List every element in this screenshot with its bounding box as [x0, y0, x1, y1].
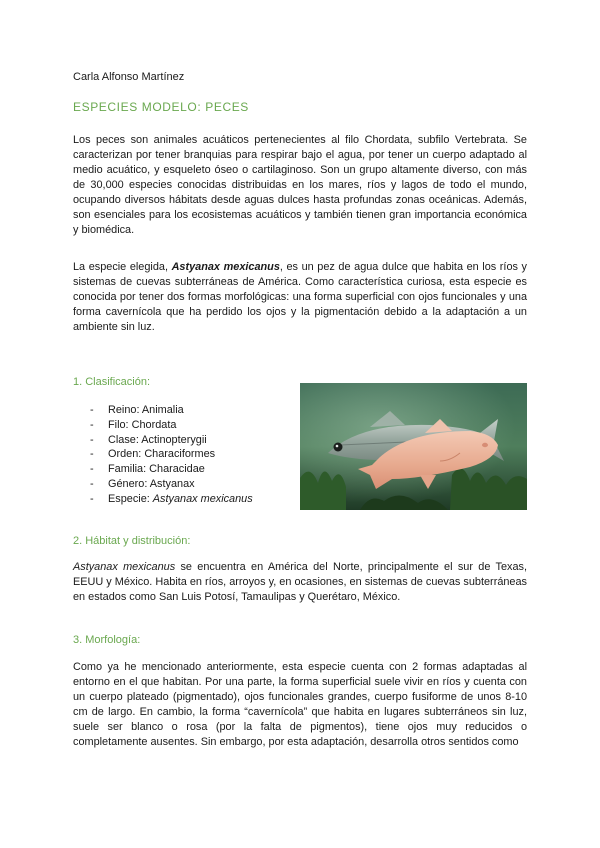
list-item-species: Astyanax mexicanus	[152, 492, 253, 505]
list-item	[73, 477, 253, 492]
author-name: Carla Alfonso Martínez	[73, 71, 185, 83]
list-dash: -	[90, 404, 94, 416]
habitat-text: se encuentra en América del Norte, principalmente el sur de Texas, EEUU y México. Habita en ríos, arroyos y, en ocasiones, en sistemas de cuevas subterráneas en estados como San Luis Potosí, Tamaulipas y Querétaro, México.	[73, 561, 527, 603]
list-item	[73, 447, 253, 462]
list-dash: -	[90, 492, 94, 505]
classification-list	[73, 403, 253, 507]
habitat-paragraph	[73, 560, 527, 605]
species-name: Astyanax mexicanus	[171, 261, 280, 273]
list-dash: -	[90, 448, 94, 461]
section-heading-clasificacion: 1. Clasificación:	[73, 376, 151, 388]
list-item	[73, 433, 253, 448]
list-item-text: Reino: Animalia	[108, 404, 184, 416]
list-item	[73, 492, 253, 507]
list-item	[73, 418, 253, 433]
list-item-text: Orden: Characiformes	[108, 448, 216, 461]
habitat-species-name: Astyanax mexicanus	[73, 561, 176, 573]
list-item-text: Especie:	[108, 492, 153, 505]
list-item	[73, 462, 253, 477]
list-item-text: Filo: Chordata	[108, 418, 177, 431]
species-intro-paragraph	[73, 260, 527, 335]
list-item-text: Familia: Characidae	[108, 463, 205, 476]
list-dash: -	[90, 463, 94, 476]
list-dash: -	[90, 433, 94, 446]
document-title: ESPECIES MODELO: PECES	[73, 100, 249, 114]
section-heading-morfologia: 3. Morfología:	[73, 634, 141, 646]
list-dash: -	[90, 418, 94, 431]
species-intro-after: , es un pez de agua dulce que habita en los ríos y sistemas de cuevas subterráneas de América. Como característica curiosa, esta especie es conocida por tener dos formas morfológicas: una forma superficial con ojos funcionales y una forma cavernícola que ha perdido los ojos y la pigmentación debido a la adaptación a un ambiente sin luz.	[73, 261, 527, 333]
fish-image-illustration	[300, 383, 527, 510]
section-heading-habitat: 2. Hábitat y distribución:	[73, 535, 191, 547]
species-intro-before: La especie elegida,	[73, 261, 172, 273]
fish-photo	[300, 383, 527, 510]
list-item	[73, 403, 253, 418]
morphology-paragraph: Como ya he mencionado anteriormente, esta especie cuenta con 2 formas adaptadas al entorno en el que habitan. Por una parte, la forma superficial suele vivir en ríos y cuenta con un cuerpo plateado (pigmentado), ojos funcionales grandes, cuerpo fusiforme de unos 8-10 cm de largo. En cambio, la forma “cavernícola” que habita en lugares subterráneos sin luz, suele ser blanco o rosa (por la falta de pigmentos), tiene ojos muy reducidos o completamente ausentes. Sin embargo, por esta adaptación, desarrolla otros sentidos como	[73, 661, 527, 748]
intro-paragraph: Los peces son animales acuáticos pertenecientes al filo Chordata, subfilo Vertebrata. Se caracterizan por tener branquias para respirar bajo el agua, por tener un cuerpo adaptado al medio acuático, y esqueleto óseo o cartilaginoso. Son un grupo altamente diverso, con más de 30,000 especies conocidas distribuidas en los mares, ríos y lagos de todo el mundo, ocupando diversos hábitats desde aguas dulces hasta profundas zonas oceánicas. Además, son esenciales para los ecosistemas acuáticos y también tienen gran importancia económica y biomédica.	[73, 134, 527, 236]
list-item-text: Clase: Actinopterygii	[108, 433, 207, 446]
list-item-text: Género: Astyanax	[108, 477, 195, 490]
list-dash: -	[90, 477, 94, 490]
